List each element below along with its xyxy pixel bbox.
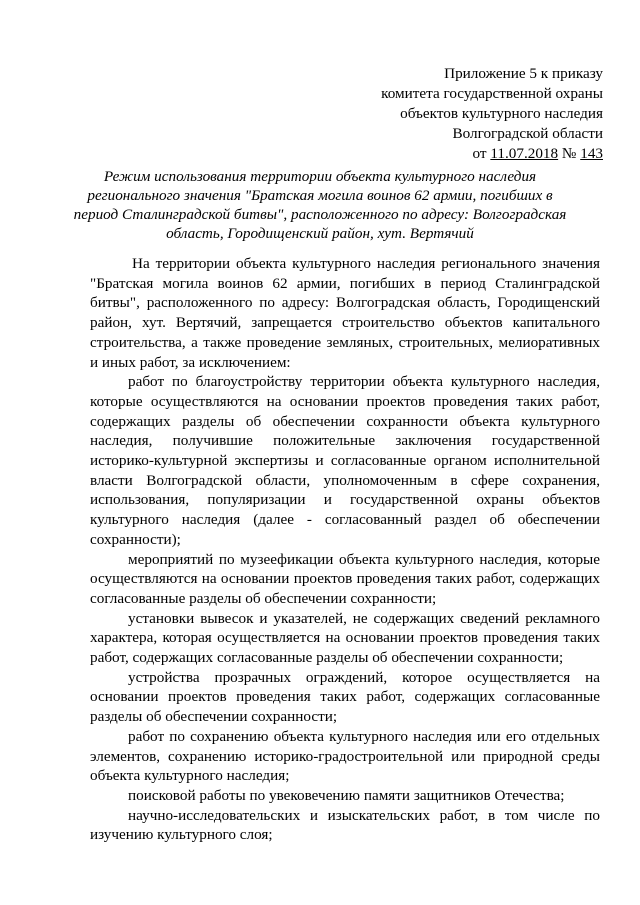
- paragraph-search-works: поисковой работы по увековечению памяти защитников Отечества;: [128, 786, 565, 804]
- title-line-3: период Сталинградской битвы", расположенного по адресу: Волгоградская: [73, 206, 567, 223]
- paragraph-intro: На территории объекта культурного наследия регионального значения "Братская могила воинов 62 армии, погибших в период Сталинградской битвы", расположенного по адресу: Волгоградская область, Городищенский район, хут. Вертячий, запрещается строительство объектов капитального строительства, а также проведение земляных, строительных, мелиоративных и иных работ, за исключением:: [90, 255, 600, 371]
- paragraph-signs: установки вывесок и указателей, не содержащих сведений рекламного характера, которая осуществляется на основании проектов проведения таких работ, содержащих согласованные разделы об обеспечении сохранности;: [90, 609, 600, 667]
- appendix-line-3: объектов культурного наследия: [400, 105, 603, 122]
- paragraph-preservation-works: работ по сохранению объекта культурного наследия или его отдельных элементов, сохранению историко-градостроительной или природной среды объекта культурного наследия;: [90, 727, 600, 785]
- number-sign: №: [558, 145, 581, 162]
- date-prefix: от: [472, 145, 491, 162]
- order-date: 11.07.2018: [490, 145, 559, 162]
- document-body: [90, 254, 600, 845]
- order-date-number: [381, 144, 603, 164]
- appendix-line-4: Волгоградской области: [452, 125, 603, 142]
- paragraph-research-works: научно-исследовательских и изыскательских работ, в том числе по изучению культурного слоя;: [90, 806, 600, 844]
- paragraph-improvement-works: работ по благоустройству территории объекта культурного наследия, которые осуществляются на основании проектов проведения таких работ, содержащих разделы об обеспечении сохранности объекта культурного наследия, получившие положительные заключения государственной историко-культурной экспертизы и согласованные органом исполнительной власти Волгоградской области, уполномоченным в сфере сохранения, использования, популяризации и государственной охраны объектов культурного наследия (далее - согласованный раздел об обеспечении сохранности);: [90, 373, 600, 548]
- paragraph-fences: устройства прозрачных ограждений, которое осуществляется на основании проектов проведения таких работ, содержащих согласованные разделы об обеспечении сохранности;: [90, 668, 600, 726]
- title-line-4: область, Городищенский район, хут. Вертячий: [166, 225, 474, 242]
- title-line-2: регионального значения "Братская могила воинов 62 армии, погибших в: [87, 187, 553, 204]
- appendix-header: [381, 64, 603, 164]
- appendix-line-2: комитета государственной охраны: [381, 85, 603, 102]
- document-title: [70, 167, 570, 243]
- order-number: 143: [580, 145, 603, 162]
- title-line-1: Режим использования территории объекта культурного наследия: [103, 168, 537, 185]
- appendix-line-1: Приложение 5 к приказу: [444, 65, 603, 82]
- paragraph-museumification: мероприятий по музеефикации объекта культурного наследия, которые осуществляются на основании проектов проведения таких работ, содержащих согласованные разделы об обеспечении сохранности;: [90, 550, 600, 607]
